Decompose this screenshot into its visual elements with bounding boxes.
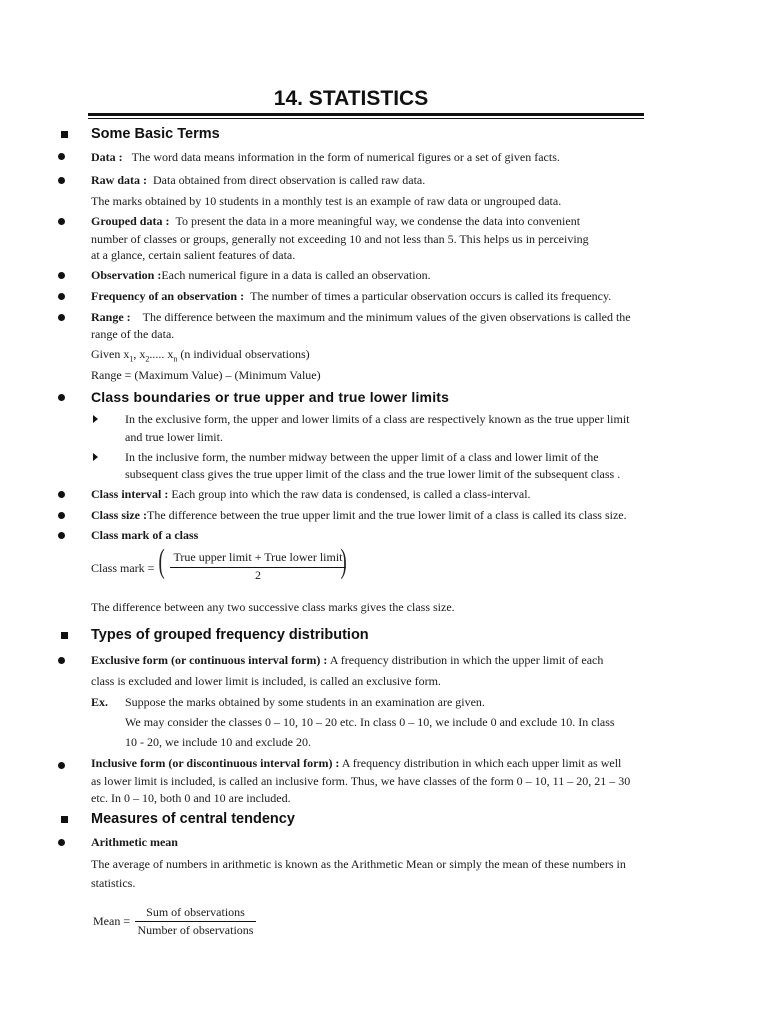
term-label: Frequency of an observation : [91, 289, 245, 303]
given-text: Given x [91, 347, 130, 361]
grouped-data-line: number of classes or groups, generally not exceeding 10 and not less than 5. This helps us in perceiving [91, 232, 589, 246]
definition-exclusive-form [91, 653, 603, 667]
bullet-icon [58, 153, 65, 160]
definition-class-interval [91, 487, 531, 501]
section-heading-grouped-frequency: Types of grouped frequency distribution [91, 627, 369, 643]
fraction-denominator: Number of observations [137, 923, 254, 937]
definition-raw-data [91, 173, 425, 187]
term-text: A frequency distribution in which the upper limit of each [329, 653, 604, 667]
example-line: 10 - 20, we include 10 and exclude 20. [125, 735, 311, 749]
heading-class-boundaries: Class boundaries or true upper and true lower limits [91, 389, 450, 405]
arrow-bullet-icon [93, 453, 98, 461]
bullet-icon [58, 762, 65, 769]
inclusive-form-line: etc. In 0 – 10, both 0 and 10 are included. [91, 791, 291, 805]
example-line: Suppose the marks obtained by some students in an examination are given. [125, 695, 485, 709]
grouped-data-line: at a glance, certain salient features of data. [91, 248, 296, 262]
bullet-icon [58, 272, 65, 279]
mean-fraction [133, 904, 258, 940]
definition-range [91, 310, 631, 324]
bullet-icon [58, 218, 65, 225]
term-text: The number of times a particular observation occurs is called its frequency. [250, 289, 612, 303]
given-text: ..... x [149, 347, 174, 361]
term-text: To present the data in a more meaningful way, we condense the data into convenient [175, 214, 581, 228]
term-label: Range : [91, 310, 131, 324]
inclusive-boundary-line: subsequent class gives the true upper limit of the class and the true lower limit of the subsequent class . [125, 467, 621, 481]
term-label: Observation : [91, 268, 162, 282]
class-mark-note: The difference between any two successive class marks gives the class size. [91, 600, 455, 614]
fraction-numerator: True upper limit + True lower limit [173, 550, 343, 564]
left-paren-icon: ( [158, 543, 165, 580]
title-rule-thick [88, 113, 644, 116]
exclusive-boundary-line: In the exclusive form, the upper and lower limits of a class are respectively known as the true upper limit [125, 412, 630, 426]
arithmetic-mean-line: The average of numbers in arithmetic is known as the Arithmetic Mean or simply the mean of these numbers in [91, 857, 626, 871]
term-label: Exclusive form (or continuous interval form) : [91, 653, 328, 667]
exclusive-form-line: class is excluded and lower limit is included, is called an exclusive form. [91, 674, 441, 688]
term-label: Data : [91, 150, 123, 164]
definition-data [91, 150, 560, 164]
example-label: Ex. [91, 695, 109, 709]
term-label: Raw data : [91, 173, 147, 187]
subscript: 2 [145, 354, 150, 364]
square-bullet-icon [61, 131, 68, 138]
bullet-icon [58, 657, 65, 664]
title-rule-thin [88, 118, 644, 119]
arithmetic-mean-line: statistics. [91, 876, 136, 890]
inclusive-boundary-line: In the inclusive form, the number midway between the upper limit of a class and lower limit of the [125, 450, 599, 464]
term-text: Data obtained from direct observation is called raw data. [153, 173, 426, 187]
given-text: (n individual observations) [177, 347, 310, 361]
subscript: n [173, 354, 178, 364]
section-heading-central-tendency: Measures of central tendency [91, 811, 295, 827]
arrow-bullet-icon [93, 415, 98, 423]
bullet-icon [58, 839, 65, 846]
mean-lhs: Mean = [93, 914, 131, 928]
definition-class-size [91, 508, 627, 522]
raw-data-example: The marks obtained by 10 students in a monthly test is an example of raw data or ungrouped data. [91, 194, 562, 208]
example-line: We may consider the classes 0 – 10, 10 – 20 etc. In class 0 – 10, we include 0 and exclude 10. In class [125, 715, 615, 729]
range-formula: Range = (Maximum Value) – (Minimum Value) [91, 368, 321, 382]
term-text: The word data means information in the form of numerical figures or a set of given facts. [131, 150, 560, 164]
exclusive-boundary-line: and true lower limit. [125, 430, 223, 444]
class-mark-lhs: Class mark = [91, 561, 155, 575]
term-text: Each numerical figure in a data is called an observation. [161, 268, 431, 282]
term-text: Each group into which the raw data is condensed, is called a class-interval. [171, 487, 531, 501]
heading-arithmetic-mean: Arithmetic mean [91, 835, 178, 849]
bullet-icon [58, 293, 65, 300]
fraction-denominator: 2 [255, 568, 261, 582]
term-text: A frequency distribution in which each upper limit as well [341, 756, 622, 770]
square-bullet-icon [61, 816, 68, 823]
fraction-bar [135, 921, 256, 922]
term-label: Class interval : [91, 487, 169, 501]
definition-observation [91, 268, 431, 282]
term-text: The difference between the true upper limit and the true lower limit of a class is called its class size. [147, 508, 627, 522]
bullet-icon [58, 491, 65, 498]
right-paren-icon: ) [340, 543, 347, 580]
inclusive-form-line: as lower limit is included, is called an inclusive form. Thus, we have classes of the form 0 – 10, 11 – 20, 21 – 30 [91, 774, 631, 788]
definition-grouped-data [91, 214, 580, 228]
heading-class-mark: Class mark of a class [91, 528, 199, 542]
given-observations [91, 347, 310, 364]
class-mark-fraction [168, 548, 348, 584]
bullet-icon [58, 314, 65, 321]
page-title: 14. STATISTICS [273, 87, 429, 110]
bullet-icon [58, 177, 65, 184]
bullet-icon [58, 512, 65, 519]
section-heading-basic-terms: Some Basic Terms [91, 126, 220, 142]
definition-inclusive-form [91, 756, 621, 770]
definition-frequency [91, 289, 611, 303]
given-text: , x [133, 347, 146, 361]
term-text: The difference between the maximum and the minimum values of the given observations is called the [142, 310, 631, 324]
bullet-icon [58, 394, 65, 401]
term-label: Class size : [91, 508, 147, 522]
subscript: 1 [129, 354, 134, 364]
bullet-icon [58, 532, 65, 539]
range-line: range of the data. [91, 327, 175, 341]
term-label: Inclusive form (or discontinuous interval form) : [91, 756, 340, 770]
square-bullet-icon [61, 632, 68, 639]
fraction-numerator: Sum of observations [146, 905, 245, 919]
term-label: Grouped data : [91, 214, 170, 228]
